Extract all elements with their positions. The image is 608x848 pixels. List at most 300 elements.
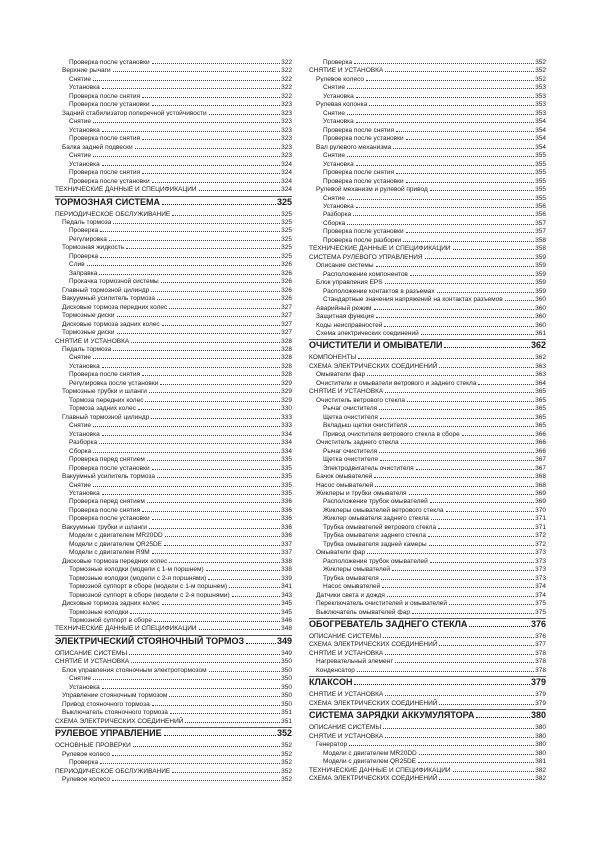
toc-entry[interactable]: [309, 505, 546, 513]
toc-entry[interactable]: [55, 539, 292, 547]
toc-entry-title: СНЯТИЕ И УСТАНОВКА: [309, 67, 384, 74]
dot-leader: [93, 150, 280, 157]
toc-entry-title: ТЕХНИЧЕСКИЕ ДАННЫЕ И СПЕЦИФИКАЦИИ: [309, 766, 451, 774]
toc-page-number: 362: [530, 340, 546, 351]
toc-entry[interactable]: [309, 277, 546, 285]
toc-entry-title: Расположение трубок омывателей: [323, 557, 428, 565]
toc-entry-title: СНЯТИЕ И УСТАНОВКА: [309, 691, 384, 698]
toc-page-number: 360: [535, 296, 546, 303]
toc-entry[interactable]: [309, 420, 546, 428]
toc-entry-title: Установка: [69, 160, 100, 168]
toc-entry-title: Расположение контактов в разъемах: [323, 287, 435, 295]
toc-entry-title: Нагревательный элемент: [316, 658, 394, 665]
toc-page-number: 352: [281, 776, 292, 783]
toc-entry[interactable]: [309, 607, 546, 615]
toc-entry-title: Снятие: [323, 84, 346, 91]
toc-entry[interactable]: [55, 513, 292, 521]
toc-entry[interactable]: [55, 598, 292, 606]
toc-entry[interactable]: [309, 748, 546, 756]
toc-entry[interactable]: [309, 328, 546, 336]
toc-entry[interactable]: [309, 522, 546, 530]
dot-leader: [354, 676, 530, 685]
dot-leader: [152, 547, 280, 554]
toc-page-number: 324: [281, 177, 292, 185]
toc-entry[interactable]: [309, 412, 546, 420]
dot-leader: [142, 167, 280, 174]
toc-entry[interactable]: [55, 268, 292, 276]
toc-entry-title: Рулевое колесо: [62, 776, 111, 783]
toc-entry[interactable]: [309, 581, 546, 589]
dot-leader: [172, 766, 280, 773]
toc-entry-title: Тормозная жидкость: [62, 244, 125, 251]
toc-entry[interactable]: [55, 437, 292, 445]
toc-entry[interactable]: [55, 142, 292, 150]
toc-entry-title: Расположение компонентов: [323, 270, 408, 278]
dot-leader: [160, 378, 280, 385]
toc-entry[interactable]: [55, 488, 292, 496]
toc-entry[interactable]: [55, 740, 292, 748]
toc-entry[interactable]: [309, 91, 546, 99]
toc-entry-title: Снятие: [69, 481, 92, 488]
toc-entry[interactable]: [309, 395, 546, 403]
toc-page-number: 365: [535, 396, 546, 404]
toc-entry[interactable]: [309, 698, 546, 706]
toc-entry[interactable]: [309, 454, 546, 462]
toc-entry[interactable]: [309, 108, 546, 116]
toc-page-number: 335: [281, 464, 292, 472]
toc-entry[interactable]: [55, 471, 292, 479]
dot-leader: [358, 352, 534, 359]
toc-page-number: 323: [281, 143, 292, 151]
toc-entry[interactable]: [309, 488, 546, 496]
toc-entry[interactable]: [55, 573, 292, 581]
dot-leader: [152, 699, 280, 706]
dot-leader: [142, 369, 280, 376]
toc-entry[interactable]: [309, 235, 546, 243]
toc-entry[interactable]: [55, 361, 292, 369]
dot-leader: [403, 235, 534, 242]
toc-page-number: 370: [535, 506, 546, 514]
dot-leader: [369, 99, 534, 106]
toc-entry[interactable]: [55, 656, 292, 664]
toc-entry-title: Омыватели фар: [316, 549, 366, 556]
toc-entry[interactable]: [55, 125, 292, 133]
toc-entry[interactable]: [309, 320, 546, 328]
toc-entry[interactable]: [309, 260, 546, 268]
toc-entry[interactable]: [55, 116, 292, 124]
toc-entry[interactable]: [309, 429, 546, 437]
toc-entry[interactable]: [309, 556, 546, 564]
toc-entry[interactable]: [309, 82, 546, 90]
toc-page-number: 360: [535, 304, 546, 312]
toc-page-number: 343: [281, 591, 292, 599]
dot-leader: [185, 716, 280, 723]
dot-leader: [347, 218, 534, 225]
toc-entry[interactable]: [55, 310, 292, 318]
toc-entry[interactable]: [55, 209, 292, 217]
toc-entry-title: Регулировка: [69, 235, 107, 243]
toc-entry[interactable]: [309, 463, 546, 471]
toc-entry[interactable]: [55, 91, 292, 99]
toc-section-heading[interactable]: [309, 339, 546, 352]
toc-entry[interactable]: [309, 773, 546, 781]
toc-entry[interactable]: [309, 133, 546, 141]
toc-entry[interactable]: [309, 269, 546, 277]
toc-page-number: 351: [281, 717, 292, 725]
toc-entry[interactable]: [309, 201, 546, 209]
toc-entry[interactable]: [55, 690, 292, 698]
toc-entry[interactable]: [309, 386, 546, 394]
toc-page-number: 367: [535, 464, 546, 472]
toc-entry[interactable]: [309, 226, 546, 234]
toc-entry[interactable]: [55, 352, 292, 360]
dot-leader: [357, 665, 534, 672]
toc-entry-title: Тормозные трубки и шланги: [62, 388, 147, 395]
toc-entry[interactable]: [55, 454, 292, 462]
toc-page-number: 326: [281, 278, 292, 285]
toc-entry[interactable]: [309, 252, 546, 260]
toc-entry-title: Установка: [69, 683, 100, 691]
toc-entry-title: Установка: [323, 202, 354, 210]
toc-entry[interactable]: [55, 581, 292, 589]
toc-page-number: 325: [281, 227, 292, 234]
toc-entry[interactable]: [55, 251, 292, 259]
toc-entry[interactable]: [55, 395, 292, 403]
toc-entry[interactable]: [309, 403, 546, 411]
toc-entry[interactable]: [309, 765, 546, 773]
toc-entry[interactable]: [55, 159, 292, 167]
toc-page-number: 334: [281, 430, 292, 438]
toc-entry[interactable]: [55, 176, 292, 184]
toc-page-number: 374: [535, 583, 546, 590]
toc-entry[interactable]: [309, 352, 546, 360]
dot-leader: [161, 276, 280, 283]
toc-entry[interactable]: [55, 749, 292, 757]
toc-entry[interactable]: [55, 234, 292, 242]
dot-leader: [169, 556, 280, 563]
toc-entry[interactable]: [55, 217, 292, 225]
toc-entry-title: Проверка после установки: [323, 177, 404, 185]
toc-entry[interactable]: [309, 539, 546, 547]
dot-leader: [164, 727, 276, 736]
toc-entry[interactable]: [55, 336, 292, 344]
toc-entry[interactable]: [55, 615, 292, 623]
toc-page-number: 338: [281, 557, 292, 565]
toc-page-number: 365: [535, 405, 546, 412]
toc-entry[interactable]: [55, 386, 292, 394]
toc-entry-title: Модели с двигателем MR20DD: [69, 532, 163, 539]
toc-page-number: 373: [535, 574, 546, 582]
dot-leader: [356, 116, 534, 123]
toc-entry[interactable]: [55, 496, 292, 504]
toc-entry-title: Проверка после снятия: [69, 169, 141, 176]
toc-entry[interactable]: [55, 150, 292, 158]
toc-entry[interactable]: [309, 74, 546, 82]
toc-entry[interactable]: [309, 496, 546, 504]
toc-page-number: 357: [535, 228, 546, 235]
dot-leader: [131, 656, 280, 663]
toc-entry[interactable]: [55, 99, 292, 107]
toc-entry[interactable]: [309, 437, 546, 445]
toc-entry-title: Рычаг очистителя: [323, 405, 378, 412]
toc-entry[interactable]: [55, 133, 292, 141]
toc-entry[interactable]: [309, 590, 546, 598]
toc-entry[interactable]: [309, 294, 546, 302]
toc-section-heading[interactable]: [55, 727, 292, 740]
toc-entry[interactable]: [309, 631, 546, 639]
toc-page-number: 355: [535, 194, 546, 201]
toc-entry-title: Насос омывателей: [323, 583, 381, 590]
toc-entry[interactable]: [309, 547, 546, 555]
toc-entry[interactable]: [55, 665, 292, 673]
toc-entry[interactable]: [55, 463, 292, 471]
toc-entry[interactable]: [309, 176, 546, 184]
toc-section-heading[interactable]: [309, 709, 546, 722]
toc-entry[interactable]: [55, 480, 292, 488]
toc-entry[interactable]: [55, 505, 292, 513]
toc-entry[interactable]: [309, 57, 546, 65]
toc-entry[interactable]: [309, 689, 546, 697]
toc-entry[interactable]: [309, 184, 546, 192]
toc-entry[interactable]: [55, 403, 292, 411]
toc-entry[interactable]: [309, 722, 546, 730]
toc-entry[interactable]: [55, 429, 292, 437]
toc-entry[interactable]: [309, 573, 546, 581]
toc-entry[interactable]: [55, 648, 292, 656]
toc-entry[interactable]: [309, 648, 546, 656]
dot-leader: [131, 336, 280, 343]
toc-entry[interactable]: [55, 344, 292, 352]
toc-entry[interactable]: [309, 159, 546, 167]
toc-entry[interactable]: [55, 302, 292, 310]
toc-page-number: 322: [281, 59, 292, 66]
toc-entry[interactable]: [309, 369, 546, 377]
toc-page-number: 359: [535, 253, 546, 261]
toc-page-number: 355: [535, 169, 546, 176]
dot-leader: [366, 74, 534, 81]
toc-entry[interactable]: [309, 150, 546, 158]
dot-leader: [349, 739, 534, 746]
toc-entry-title: Проверка после снятия: [323, 126, 395, 134]
toc-page-number: 336: [281, 498, 292, 505]
toc-entry[interactable]: [55, 420, 292, 428]
toc-entry[interactable]: [55, 369, 292, 377]
toc-entry[interactable]: [55, 276, 292, 284]
toc-entry[interactable]: [309, 639, 546, 647]
toc-entry[interactable]: [55, 774, 292, 782]
toc-entry[interactable]: [309, 361, 546, 369]
toc-entry[interactable]: [309, 193, 546, 201]
dot-leader: [109, 234, 280, 241]
toc-entry[interactable]: [309, 731, 546, 739]
toc-page-number: 380: [535, 741, 546, 748]
dot-leader: [99, 268, 280, 275]
toc-page-number: 352: [535, 59, 546, 66]
toc-entry[interactable]: [309, 99, 546, 107]
toc-entry[interactable]: [309, 656, 546, 664]
toc-entry[interactable]: [309, 65, 546, 73]
toc-entry-title: Вакуумный усилитель тормоза: [62, 295, 155, 302]
toc-entry-title: Прокачка тормозной системы: [69, 278, 159, 285]
toc-entry[interactable]: [55, 285, 292, 293]
toc-section-heading[interactable]: [309, 676, 546, 689]
toc-entry[interactable]: [55, 167, 292, 175]
toc-entry[interactable]: [309, 530, 546, 538]
dot-leader: [429, 539, 535, 546]
toc-entry[interactable]: [55, 530, 292, 538]
dot-leader: [151, 285, 280, 292]
toc-entry[interactable]: [309, 286, 546, 294]
toc-entry[interactable]: [309, 116, 546, 124]
toc-page-number: 377: [535, 641, 546, 648]
toc-page-number: 363: [535, 371, 546, 378]
toc-entry[interactable]: [309, 209, 546, 217]
toc-page-number: 322: [281, 92, 292, 100]
toc-entry[interactable]: [55, 82, 292, 90]
toc-page-number: 374: [535, 591, 546, 599]
dot-leader: [379, 446, 534, 453]
toc-section-heading[interactable]: [55, 196, 292, 209]
toc-entry-title: Выключатель стояночного тормоза: [62, 709, 168, 716]
dot-leader: [162, 196, 276, 205]
dot-leader: [100, 251, 280, 258]
dot-leader: [393, 142, 534, 149]
toc-entry[interactable]: [55, 564, 292, 572]
toc-entry[interactable]: [309, 471, 546, 479]
toc-entry-title: Педаль тормоза: [62, 218, 112, 226]
toc-entry[interactable]: [309, 125, 546, 133]
dot-leader: [367, 369, 534, 376]
toc-entry[interactable]: [55, 757, 292, 765]
toc-entry[interactable]: [55, 446, 292, 454]
toc-page-number: 328: [281, 362, 292, 370]
toc-entry[interactable]: [309, 480, 546, 488]
toc-entry-title: ПЕРИОДИЧЕСКОЕ ОБСЛУЖИВАНИЕ: [55, 210, 171, 217]
toc-entry[interactable]: [309, 598, 546, 606]
toc-entry-title: Модели с двигателем MR20DD: [323, 749, 417, 757]
toc-entry-title: Тормозной суппорт в сборе (модели с 1-м поршнем): [69, 583, 228, 590]
toc-page-number: 334: [281, 447, 292, 455]
toc-section-heading[interactable]: [55, 635, 292, 648]
toc-entry-title: ТОРМОЗНАЯ СИСТЕМА: [55, 196, 161, 207]
toc-page-number: 323: [281, 152, 292, 159]
toc-entry[interactable]: [55, 378, 292, 386]
toc-entry[interactable]: [309, 564, 546, 572]
dot-leader: [385, 386, 534, 393]
dot-leader: [356, 159, 534, 166]
toc-entry[interactable]: [55, 522, 292, 530]
toc-entry[interactable]: [55, 74, 292, 82]
toc-entry[interactable]: [55, 225, 292, 233]
toc-page-number: 355: [535, 186, 546, 193]
toc-entry[interactable]: [55, 673, 292, 681]
toc-entry-title: Модели с двигателем QR25DE: [323, 758, 417, 765]
toc-entry-title: Снятие: [69, 118, 92, 125]
toc-entry[interactable]: [55, 242, 292, 250]
toc-entry-title: Установка: [69, 430, 100, 438]
toc-entry[interactable]: [55, 57, 292, 65]
dot-leader: [117, 327, 281, 334]
toc-entry[interactable]: [309, 218, 546, 226]
toc-entry[interactable]: [55, 184, 292, 192]
toc-entry-title: Тормозные диски: [62, 329, 115, 336]
toc-page-number: 360: [535, 321, 546, 328]
toc-entry[interactable]: [55, 108, 292, 116]
dot-leader: [478, 378, 534, 385]
toc-entry-title: Проверка после установки: [69, 177, 150, 185]
toc-entry[interactable]: [55, 293, 292, 301]
toc-entry-title: РУЛЕВОЕ УПРАВЛЕНИЕ: [55, 728, 162, 739]
toc-page-number: 323: [281, 126, 292, 134]
toc-entry-title: Аварийный режим: [316, 304, 372, 312]
toc-entry-title: Очиститель ветрового стекла: [316, 396, 405, 404]
toc-entry[interactable]: [309, 665, 546, 673]
toc-page-number: 350: [281, 683, 292, 691]
toc-entry[interactable]: [55, 319, 292, 327]
toc-column-left: [55, 57, 292, 783]
toc-entry[interactable]: [55, 547, 292, 555]
dot-leader: [157, 471, 280, 478]
toc-entry-title: Коды неисправностей: [316, 321, 383, 328]
toc-page-number: 341: [281, 583, 292, 590]
toc-entry[interactable]: [55, 699, 292, 707]
toc-page-number: 373: [535, 557, 546, 565]
toc-page-number: 337: [281, 540, 292, 548]
toc-entry[interactable]: [309, 739, 546, 747]
toc-entry-title: Расположение трубок омывателей: [323, 498, 428, 505]
dot-leader: [382, 581, 534, 588]
toc-entry[interactable]: [309, 756, 546, 764]
toc-entry[interactable]: [309, 446, 546, 454]
toc-page-number: 350: [281, 658, 292, 665]
toc-entry[interactable]: [55, 65, 292, 73]
dot-leader: [208, 573, 280, 580]
toc-entry[interactable]: [55, 412, 292, 420]
toc-section-heading[interactable]: [309, 618, 546, 631]
dot-leader: [87, 259, 281, 266]
toc-entry[interactable]: [55, 623, 292, 631]
dot-leader: [102, 429, 280, 436]
toc-entry[interactable]: [55, 682, 292, 690]
dot-leader: [102, 361, 280, 368]
toc-entry[interactable]: [309, 311, 546, 319]
toc-entry[interactable]: [309, 378, 546, 386]
toc-entry-title: СХЕМА ЭЛЕКТРИЧЕСКИХ СОЕДИНЕНИЙ: [309, 641, 438, 648]
toc-entry[interactable]: [309, 513, 546, 521]
toc-page-number: 352: [535, 75, 546, 83]
toc-page-number: 375: [535, 608, 546, 615]
toc-entry[interactable]: [55, 556, 292, 564]
toc-entry[interactable]: [55, 766, 292, 774]
dot-leader: [356, 201, 534, 208]
dot-leader: [392, 564, 534, 571]
toc-entry[interactable]: [309, 243, 546, 251]
dot-leader: [453, 765, 535, 772]
toc-entry-title: Щетка очистителя: [323, 456, 378, 463]
toc-entry[interactable]: [309, 142, 546, 150]
toc-entry[interactable]: [55, 327, 292, 335]
toc-entry[interactable]: [55, 716, 292, 724]
toc-entry[interactable]: [55, 607, 292, 615]
toc-entry-title: Трубка омывателей ветрового стекла: [323, 523, 437, 531]
dot-leader: [347, 108, 534, 115]
toc-page-number: 376: [535, 633, 546, 640]
toc-entry[interactable]: [55, 259, 292, 267]
toc-entry[interactable]: [309, 167, 546, 175]
toc-entry[interactable]: [309, 303, 546, 311]
toc-entry[interactable]: [55, 590, 292, 598]
toc-entry[interactable]: [55, 707, 292, 715]
